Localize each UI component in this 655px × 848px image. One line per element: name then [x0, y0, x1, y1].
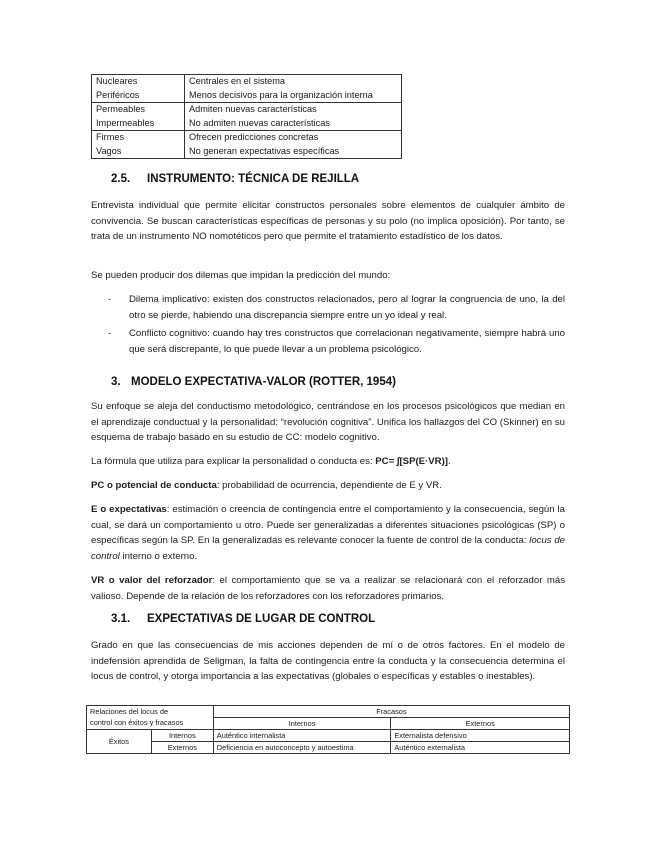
definition-text: : estimación o creencia de contingencia entre el comportamiento y la consecuencia, según la cual, se dará un comportamiento u otro. Puede ser generalizadas a diferentes situaciones psicológicas (SP) o específicas según la SP. En la generalizadas es relevante conocer la fuente de control de la conducta:	[91, 504, 565, 546]
cell-text: Firmes	[96, 132, 125, 142]
paragraph: Entrevista individual que permite elicitar constructos personales sobre elementos de cualquier ámbito de convivencia. Se buscan características específicas de personas y su polo (no implica oposición). Por tanto, se trata de un instrumento NO nomotéticos pero que permite el tratamiento estadístico de los datos.	[91, 200, 565, 242]
header-fracasos: Fracasos	[213, 706, 569, 718]
section-heading-2-5	[111, 173, 359, 185]
locus-table	[86, 705, 570, 754]
table-cell: Auténtico externalista	[391, 742, 570, 754]
term: VR o valor del reforzador	[91, 575, 213, 586]
cell-text: Ofrecen predicciones concretas	[189, 132, 319, 142]
row-label: Externos	[151, 742, 213, 754]
header-internos: Internos	[213, 718, 391, 730]
cell-text: No generan expectativas específicas	[189, 145, 340, 156]
paragraph: Se pueden producir dos dilemas que impidan la predicción del mundo:	[91, 270, 391, 281]
definition-pc	[91, 478, 565, 494]
header-externos: Externos	[391, 718, 570, 730]
cell-text: Centrales en el sistema	[189, 76, 286, 86]
table-cell: Deficiencia en autoconcepto y autoestima	[213, 742, 391, 754]
definition-e	[91, 502, 565, 564]
list-item-text: Conflicto cognitivo: cuando hay tres constructos que correlacionan negativamente, siempre habrá uno que será discrepante, lo que puede llevar a un problema psicológico.	[129, 328, 565, 355]
dash-marker: -	[108, 328, 112, 339]
table-row	[87, 742, 570, 754]
paragraph: Su enfoque se aleja del conductismo metodológico, centrándose en los procesos psicológicos que median en el aprendizaje conductual y la personalidad: “revolución cognitiva”. Unifica los hallazgos del CO (Skinner) en su esquema de trabajo basado en su estudio de CC: modelo cognitivo.	[91, 401, 565, 443]
table-row	[87, 706, 570, 718]
bullet-list	[91, 292, 565, 360]
formula-intro: La fórmula que utiliza para explicar la personalidad o conducta es:	[91, 456, 376, 467]
definition-text: : probabilidad de ocurrencia, dependiente de E y VR.	[216, 480, 442, 491]
section-heading-3-1	[111, 613, 375, 625]
term: E o expectativas	[91, 504, 167, 515]
cell-text: Periféricos	[96, 89, 140, 100]
corner-cell: Relaciones del locus de control con éxitos y fracasos	[87, 706, 214, 730]
formula-paragraph	[91, 454, 565, 470]
list-item	[91, 292, 565, 323]
dash-marker: -	[108, 294, 112, 305]
header-exitos: Éxitos	[87, 730, 152, 754]
italic-term: locus de control	[91, 535, 565, 562]
section-title: INSTRUMENTO: TÉCNICA DE REJILLA	[147, 173, 360, 185]
section-heading-3	[111, 376, 396, 388]
constructs-table	[91, 74, 402, 159]
cell-text: No admiten nuevas características	[189, 117, 330, 128]
section-number: 3.	[111, 376, 121, 388]
cell-text: Permeables	[96, 104, 146, 114]
table-row	[92, 131, 402, 159]
formula: PC= ∫[SP(E·VR)]	[375, 456, 448, 467]
cell-text: Menos decisivos para la organización interna	[189, 89, 373, 100]
table-cell: Auténtico internalista	[213, 730, 391, 742]
term: PC o potencial de conducta	[91, 480, 217, 491]
definition-text: : el comportamiento que se va a realizar se relacionará con el reforzador más valioso. Depende de la relación de los reforzadores con los reforzadores primarios.	[91, 575, 565, 602]
row-label: Internos	[151, 730, 213, 742]
section-number: 2.5.	[111, 173, 131, 185]
section-title: MODELO EXPECTATIVA-VALOR (ROTTER, 1954)	[131, 376, 396, 388]
cell-text: Impermeables	[96, 117, 155, 128]
list-item	[91, 326, 565, 357]
section-number: 3.1.	[111, 613, 131, 625]
table-row	[87, 730, 570, 742]
section-title: EXPECTATIVAS DE LUGAR DE CONTROL	[147, 613, 376, 625]
paragraph: Grado en que las consecuencias de mis acciones dependen de mí o de otros factores. En el modelo de indefensión aprendida de Seligman, la falta de contingencia entre la conducta y la consecuencia determina el locus de control, y otorga importancia a las expectativas (globales o específicas y estables o inestables).	[91, 640, 565, 682]
cell-text: Nucleares	[96, 76, 138, 86]
table-row	[92, 75, 402, 103]
definition-vr	[91, 573, 565, 604]
list-item-text: Dilema implicativo: existen dos constructos relacionados, pero al lograr la congruencia de uno, la del otro se pierde, habiendo una discrepancia siempre entre un yo ideal y real.	[129, 294, 565, 321]
table-row	[92, 103, 402, 131]
cell-text: Admiten nuevas características	[189, 104, 317, 114]
table-cell: Externalista defensivo	[391, 730, 570, 742]
cell-text: Vagos	[96, 145, 122, 156]
definition-text-end: interno o externo.	[119, 550, 198, 562]
formula-end: .	[448, 456, 451, 467]
